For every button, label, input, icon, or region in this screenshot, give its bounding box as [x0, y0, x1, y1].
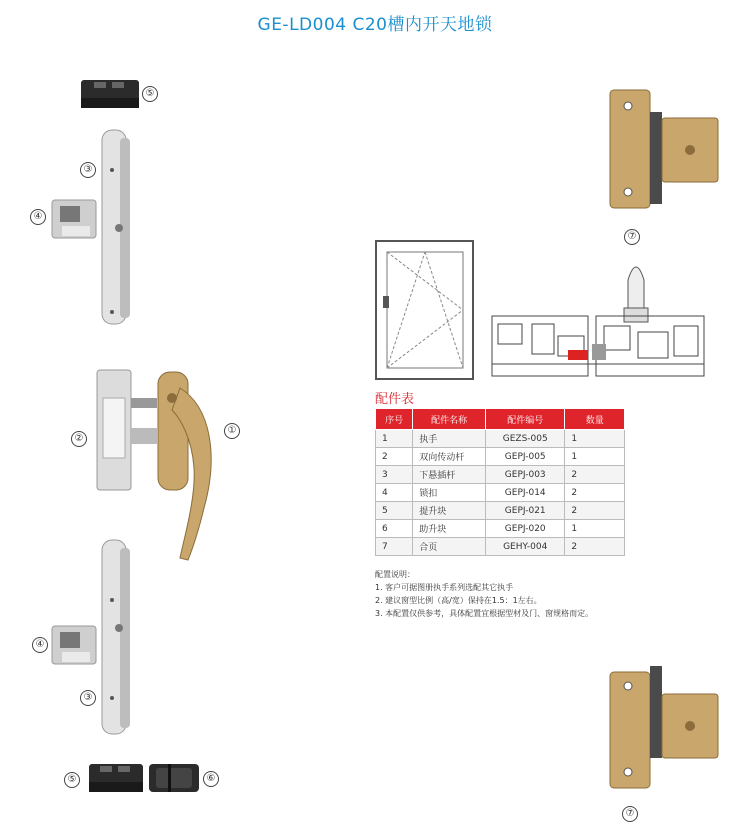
rod-top-image [100, 128, 134, 326]
cell-qty: 2 [565, 484, 625, 502]
lifting-block-top-image [80, 78, 142, 112]
handle-image [150, 368, 230, 564]
lock-catch-top-image [50, 198, 98, 242]
hinge-top-image [608, 88, 720, 214]
callout-6: ⑥ [203, 771, 219, 787]
cell-no: 7 [376, 538, 413, 556]
cell-code: GEZS-005 [486, 430, 565, 448]
window-opening-diagram [375, 240, 475, 382]
callout-2: ② [71, 431, 87, 447]
note-line: 3. 本配置仅供参考，具体配置宜根据型材及门、窗规格而定。 [375, 609, 594, 618]
table-row [376, 520, 625, 538]
assist-block-image [148, 762, 200, 796]
cell-name: 下悬插杆 [413, 466, 486, 484]
note-line: 1. 客户可据图册执手系列选配其它执手 [375, 583, 514, 592]
parts-table [375, 408, 625, 556]
parts-table-header-row [376, 409, 625, 430]
cell-name: 双向传动杆 [413, 448, 486, 466]
cell-qty: 1 [565, 430, 625, 448]
col-header-no: 序号 [376, 409, 413, 430]
lock-catch-bottom-image [50, 624, 98, 668]
cell-name: 合页 [413, 538, 486, 556]
callout-5-top: ⑤ [142, 86, 158, 102]
cell-no: 3 [376, 466, 413, 484]
cell-code: GEPJ-020 [486, 520, 565, 538]
notes-heading: 配置说明： [375, 570, 415, 579]
cell-name: 执手 [413, 430, 486, 448]
col-header-code: 配件编号 [486, 409, 565, 430]
table-row [376, 466, 625, 484]
cell-code: GEPJ-003 [486, 466, 565, 484]
cell-qty: 1 [565, 448, 625, 466]
cell-qty: 2 [565, 466, 625, 484]
note-line: 2. 建议窗型比例（高/宽）保持在1.5：1左右。 [375, 596, 542, 605]
callout-7-bottom: ⑦ [622, 806, 638, 822]
callout-4-top: ④ [30, 209, 46, 225]
col-header-name: 配件名称 [413, 409, 486, 430]
cell-name: 助升块 [413, 520, 486, 538]
table-row [376, 502, 625, 520]
cell-no: 6 [376, 520, 413, 538]
col-header-qty: 数量 [565, 409, 625, 430]
cell-code: GEPJ-014 [486, 484, 565, 502]
rod-bottom-image [100, 538, 134, 736]
configuration-notes [375, 568, 593, 620]
table-row [376, 538, 625, 556]
cell-code: GEHY-004 [486, 538, 565, 556]
cell-no: 1 [376, 430, 413, 448]
cell-name: 锁扣 [413, 484, 486, 502]
table-row [376, 430, 625, 448]
cell-name: 提升块 [413, 502, 486, 520]
callout-3-bottom: ③ [80, 690, 96, 706]
callout-1: ① [224, 423, 240, 439]
cell-code: GEPJ-005 [486, 448, 565, 466]
cell-qty: 1 [565, 520, 625, 538]
lifting-block-bottom-image [88, 762, 144, 796]
page-title: GE-LD004 C20槽内开天地锁 [257, 15, 493, 35]
table-row [376, 484, 625, 502]
callout-3-top: ③ [80, 162, 96, 178]
callout-4-bottom: ④ [32, 637, 48, 653]
cell-code: GEPJ-021 [486, 502, 565, 520]
callout-5-bottom: ⑤ [64, 772, 80, 788]
cell-qty: 2 [565, 502, 625, 520]
callout-7-top: ⑦ [624, 229, 640, 245]
parts-table-heading: 配件表 [375, 392, 415, 407]
hinge-bottom-image [608, 664, 720, 790]
cell-no: 2 [376, 448, 413, 466]
cell-no: 4 [376, 484, 413, 502]
cell-no: 5 [376, 502, 413, 520]
table-row [376, 448, 625, 466]
profile-section-diagram [488, 250, 710, 382]
cell-qty: 2 [565, 538, 625, 556]
